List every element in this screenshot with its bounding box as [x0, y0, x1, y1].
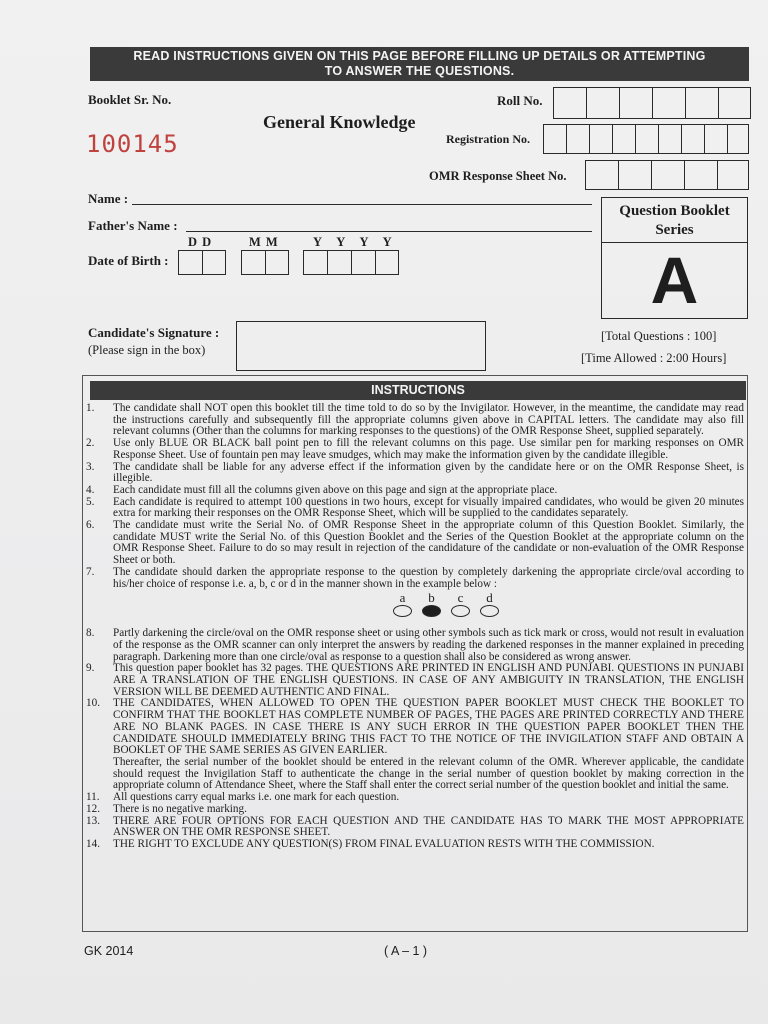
instruction-item [86, 757, 744, 792]
filled-oval-icon [422, 605, 441, 617]
instruction-text: Each candidate is required to attempt 100 questions in two hours, except for visually impaired candidates, who would be given 20 minutes extra for marking their responses on the OMR Response Sheet, which will be supplied to the candidates separately. [113, 495, 744, 520]
instruction-text: The candidate should darken the appropriate response to the question by completely darkening the appropriate circle/oval according to his/her choice of response i.e. a, b, c or d in the manner shown in the example below : [113, 565, 744, 590]
banner-line-2: TO ANSWER THE QUESTIONS. [324, 64, 515, 78]
instruction-text: THE CANDIDATES, WHEN ALLOWED TO OPEN THE QUESTION PAPER BOOKLET MUST CHECK THE BOOKLET TO CONFIRM THAT THE BOOKLET HAS COMPLETE NUMBER OF PAGES, THE PAGES ARE PRINTED CORRECTLY AND THERE ARE NO BLANK PAGES. IN CASE THERE IS ANY SUCH ERROR IN THE QUESTION PAPER BOOKLET THEN THE CANDIDATE SHOULD IMMEDIATELY BRING THIS FACT TO THE NOTICE OF THE INVIGILATION STAFF AND OBTAIN A BOOKLET OF THE SAME SERIES AS GIVEN EARLIER. [113, 697, 744, 757]
registration-no-boxes[interactable] [543, 124, 749, 154]
instruction-number: 4. [86, 483, 95, 496]
question-booklet-series-box [601, 197, 748, 319]
time-allowed: [Time Allowed : 2:00 Hours] [581, 351, 727, 365]
instruction-item [86, 462, 744, 485]
booklet-serial-number: 100145 [86, 130, 179, 158]
dob-dd-hint: D D [188, 235, 213, 249]
instruction-number [86, 757, 113, 792]
instruction-item [86, 485, 744, 497]
instruction-text: Each candidate must fill all the columns given above on this page and sign at the appropriate place. [113, 483, 558, 496]
instruction-text: There is no negative marking. [113, 802, 247, 815]
signature-hint: (Please sign in the box) [88, 343, 206, 357]
name-field[interactable] [132, 204, 592, 205]
subject-title: General Knowledge [263, 112, 416, 132]
empty-oval-icon [451, 605, 470, 617]
empty-oval-icon [480, 605, 499, 617]
series-heading-line-1: Question Booklet [619, 203, 730, 219]
instruction-item [86, 804, 744, 816]
signature-label: Candidate's Signature : [88, 325, 220, 340]
instruction-item [86, 520, 744, 567]
instruction-item [86, 839, 744, 851]
omr-sheet-no-boxes[interactable] [585, 160, 749, 190]
instruction-text: Partly darkening the circle/oval on the OMR response sheet or using other symbols such as tick mark or cross, would not result in evaluation of the response as the OMR scanner can only interpret the answers by reading the darkened responses in the manner explained in preceding paragraph. Darkening more than one circle/oval as response to a question shall also be considered as wrong answer. [113, 627, 744, 663]
example-option [393, 592, 412, 624]
instruction-number: 11. [86, 791, 100, 804]
omr-sheet-no-label: OMR Response Sheet No. [429, 169, 567, 183]
example-option [422, 592, 441, 624]
instruction-item [86, 438, 744, 461]
instruction-number: 12. [86, 802, 100, 815]
instruction-number: 13. [86, 814, 100, 827]
dob-mm-hint: M M [249, 235, 279, 249]
instruction-text: The candidate shall be liable for any adverse effect if the information given by the candidate here or on the OMR Response Sheet, is illegible. [113, 460, 744, 485]
instruction-item [86, 403, 744, 438]
instructions-list [86, 403, 744, 851]
instructions-heading: INSTRUCTIONS [90, 381, 746, 400]
fathers-name-label: Father's Name : [88, 218, 178, 233]
footer-code: GK 2014 [84, 944, 134, 958]
instruction-item [86, 816, 744, 839]
dob-month-boxes[interactable] [241, 250, 289, 275]
instruction-number: 3. [86, 460, 95, 473]
series-letter: A [650, 243, 699, 317]
instruction-number: 6. [86, 519, 95, 532]
example-option-label: b [428, 590, 435, 606]
example-option-label: d [486, 590, 493, 606]
instruction-item [86, 663, 744, 698]
example-option [451, 592, 470, 624]
instruction-text: Thereafter, the serial number of the booklet should be entered in the relevant column of the OMR. Wherever applicable, the candidate should request the Invigilation Staff to authenticate the change in the serial number of question booklet by making correction in the appropriate column of Attendance Sheet, where the Staff shall enter the correct serial number of the question booklet and initial the same. [113, 755, 744, 792]
top-instruction-banner [90, 47, 749, 81]
response-example [148, 592, 744, 624]
instruction-text: The candidate must write the Serial No. of OMR Response Sheet in the appropriate column of this Question Booklet. Similarly, the candidate MUST write the Serial No. of this Question Booklet and the Series of the Question Booklet at the appropriate column on the OMR Response Sheet. Failure to do so may result in rejection of the candidature of the candidate or non-evaluation of the OMR Response Sheet or both. [113, 519, 744, 567]
example-option-label: c [457, 590, 464, 606]
example-option [480, 592, 499, 624]
instruction-number: 1. [86, 402, 95, 414]
series-heading-line-2: Series [655, 222, 694, 238]
dob-day-boxes[interactable] [178, 250, 226, 275]
instruction-text: All questions carry equal marks i.e. one mark for each question. [113, 791, 400, 804]
instruction-item [86, 628, 744, 663]
instruction-number: 7. [86, 565, 95, 578]
instruction-item [86, 567, 744, 590]
signature-box[interactable] [236, 321, 486, 371]
instruction-number: 10. [86, 697, 100, 710]
instruction-number: 8. [86, 627, 95, 640]
roll-no-label: Roll No. [497, 93, 543, 108]
dob-label: Date of Birth : [88, 253, 169, 268]
dob-year-boxes[interactable] [303, 250, 399, 275]
total-questions: [Total Questions : 100] [601, 329, 717, 343]
instruction-text: THE RIGHT TO EXCLUDE ANY QUESTION(S) FROM FINAL EVALUATION RESTS WITH THE COMMISSION. [113, 837, 655, 850]
instruction-text: THERE ARE FOUR OPTIONS FOR EACH QUESTION AND THE CANDIDATE HAS TO MARK THE MOST APPROPRIATE ANSWER ON THE OMR RESPONSE SHEET. [113, 814, 744, 839]
banner-line-1: READ INSTRUCTIONS GIVEN ON THIS PAGE BEFORE FILLING UP DETAILS OR ATTEMPTING [133, 49, 706, 63]
instruction-text: The candidate shall NOT open this booklet till the time told to do so by the Invigilator. However, in the meantime, the candidate may read the instructions carefully and subsequently fill the appropriate columns given above in CAPITAL letters. The candidate may also fill relevant columns (Other than the columns for marking responses to the questions) of the OMR Response Sheet, supplied separately. [113, 402, 744, 438]
name-label: Name : [88, 191, 129, 206]
instruction-text: This question paper booklet has 32 pages. THE QUESTIONS ARE PRINTED IN ENGLISH AND PUNJABI. QUESTIONS IN PUNJABI ARE A TRANSLATION OF THE ENGLISH QUESTIONS. IN CASE OF ANY AMBIGUITY IN TRANSLATION, THE ENGLISH VERSION WILL BE DEEMED AUTHENTIC AND FINAL. [113, 662, 744, 698]
example-option-label: a [399, 590, 406, 606]
instruction-number: 9. [86, 662, 95, 675]
dob-yyyy-hint: Y Y Y Y [313, 235, 398, 249]
registration-no-label: Registration No. [446, 132, 530, 146]
instruction-item [86, 698, 744, 757]
instruction-number: 14. [86, 837, 100, 850]
instruction-number: 2. [86, 437, 95, 450]
empty-oval-icon [393, 605, 412, 617]
fathers-name-field[interactable] [186, 231, 592, 232]
footer-page-number: ( A – 1 ) [384, 944, 428, 958]
roll-no-boxes[interactable] [553, 87, 751, 119]
instruction-item [86, 497, 744, 520]
instruction-text: Use only BLUE OR BLACK ball point pen to fill the relevant columns on this page. Use similar pen for marking responses on OMR Response Sheet. Use of fountain pen may leave smudges, which may make the information given by the candidate illegible. [113, 437, 744, 461]
instruction-number: 5. [86, 495, 95, 508]
booklet-sr-label: Booklet Sr. No. [88, 92, 172, 107]
